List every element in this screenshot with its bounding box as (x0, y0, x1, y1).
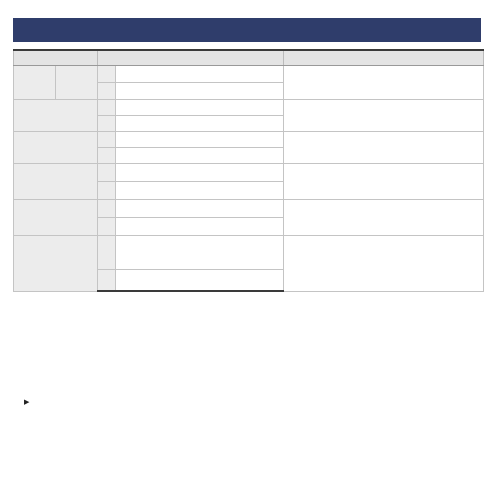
header-category (14, 50, 98, 65)
schedule-value (116, 82, 284, 99)
note-registration (284, 199, 484, 235)
table-row (14, 199, 484, 217)
category-registration (14, 199, 98, 235)
round-label (98, 269, 116, 291)
note-application (284, 65, 484, 99)
schedule-value (116, 199, 284, 217)
header-note (284, 50, 484, 65)
round-label (98, 181, 116, 199)
round-label (98, 82, 116, 99)
round-label (98, 131, 116, 147)
table-row (14, 99, 484, 115)
table-header-row (14, 50, 484, 65)
round-label (98, 163, 116, 181)
triangle-right-icon: ▶ (24, 398, 30, 406)
round-label (98, 65, 116, 82)
header-schedule (98, 50, 284, 65)
schedule-value (116, 235, 284, 269)
schedule-value (116, 181, 284, 199)
category-application (14, 65, 56, 99)
online-application-title (24, 397, 33, 406)
table-row (14, 65, 484, 82)
note-documents (284, 99, 484, 131)
schedule-table (13, 49, 484, 292)
note-result (284, 163, 484, 199)
category-result (14, 163, 98, 199)
schedule-value (116, 147, 284, 163)
category-additional (14, 235, 98, 291)
category-internet (56, 65, 98, 99)
note-additional (284, 235, 484, 291)
round-label (98, 147, 116, 163)
category-interview (14, 131, 98, 163)
category-documents (14, 99, 98, 131)
schedule-value (116, 65, 284, 82)
schedule-value (116, 269, 284, 291)
table-row (14, 163, 484, 181)
schedule-value (116, 163, 284, 181)
section-title (13, 18, 481, 42)
schedule-value (116, 131, 284, 147)
note-interview (284, 131, 484, 163)
table-row (14, 235, 484, 269)
schedule-value (116, 115, 284, 131)
schedule-value (116, 217, 284, 235)
round-label (98, 99, 116, 115)
round-label (98, 199, 116, 217)
table-row (14, 131, 484, 147)
round-label (98, 217, 116, 235)
round-label (98, 235, 116, 269)
round-label (98, 115, 116, 131)
schedule-value (116, 99, 284, 115)
